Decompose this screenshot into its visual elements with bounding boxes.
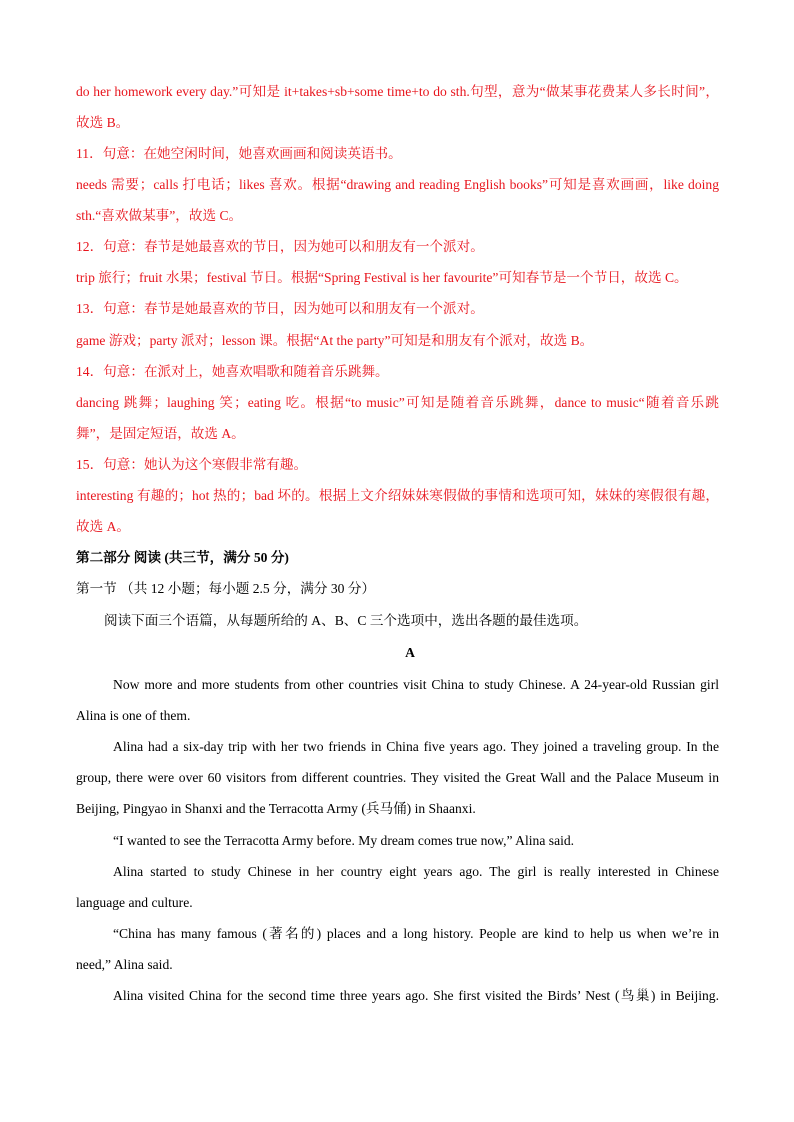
passage-line: group, there were over 60 visitors from different countries. They visited the Great Wall and the Palace Museum in (76, 770, 719, 785)
instruction-text: 阅读下面三个语篇，从每题所给的 A、B、C 三个选项中，选出各题的最佳选项。 (104, 613, 588, 628)
explanation-line: do her homework every day.”可知是 it+takes+sb+some time+to do sth.句型，意为“做某事花费某人多长时间”， (76, 84, 719, 99)
explanation-line: needs 需要；calls 打电话；likes 喜欢。根据“drawing and reading English books”可知是喜欢画画，like doing (76, 177, 719, 192)
passage-label: A (405, 645, 415, 660)
part-title: 第二部分 阅读 (共三节，满分 50 分) (76, 550, 289, 565)
passage-line: Beijing, Pingyao in Shanxi and the Terracotta Army (兵马俑) in Shaanxi. (76, 801, 476, 816)
passage-line: Alina is one of them. (76, 708, 191, 723)
explanation-line: 11．句意：在她空闲时间，她喜欢画画和阅读英语书。 (76, 146, 402, 161)
explanation-line: 15．句意：她认为这个寒假非常有趣。 (76, 457, 308, 472)
explanation-line: sth.“喜欢做某事”，故选 C。 (76, 208, 243, 223)
passage-line: need,” Alina said. (76, 957, 173, 972)
passage-line: Now more and more students from other countries visit China to study Chinese. A 24-year-old Russian girl (113, 677, 719, 692)
explanation-line: 12．句意：春节是她最喜欢的节日，因为她可以和朋友有一个派对。 (76, 239, 484, 254)
explanation-line: 13．句意：春节是她最喜欢的节日，因为她可以和朋友有一个派对。 (76, 301, 484, 316)
explanation-line: dancing 跳舞；laughing 笑；eating 吃。根据“to music”可知是随着音乐跳舞，dance to music“随着音乐跳 (76, 395, 719, 410)
explanation-line: 14．句意：在派对上，她喜欢唱歌和随着音乐跳舞。 (76, 364, 389, 379)
subsection-title: 第一节 （共 12 小题；每小题 2.5 分，满分 30 分） (76, 581, 376, 596)
explanation-line: trip 旅行；fruit 水果；festival 节日。根据“Spring Festival is her favourite”可知春节是一个节日，故选 C。 (76, 270, 688, 285)
explanation-line: interesting 有趣的；hot 热的；bad 坏的。根据上文介绍妹妹寒假做的事情和选项可知，妹妹的寒假很有趣， (76, 488, 719, 503)
passage-line: Alina visited China for the second time three years ago. She first visited the Birds’ Nest (鸟巢) in Beijing. (113, 988, 719, 1003)
passage-line: language and culture. (76, 895, 193, 910)
explanation-line: 故选 B。 (76, 115, 130, 130)
explanation-line: game 游戏；party 派对；lesson 课。根据“At the party”可知是和朋友有个派对，故选 B。 (76, 333, 594, 348)
explanation-line: 舞”，是固定短语，故选 A。 (76, 426, 245, 441)
passage-line: “China has many famous (著名的) places and a long history. People are kind to help us when we’re in (113, 926, 719, 941)
passage-line: Alina started to study Chinese in her country eight years ago. The girl is really interested in Chinese (113, 864, 719, 879)
passage-line: Alina had a six-day trip with her two friends in China five years ago. They joined a traveling group. In the (113, 739, 719, 754)
passage-line: “I wanted to see the Terracotta Army before. My dream comes true now,” Alina said. (113, 833, 575, 848)
explanation-line: 故选 A。 (76, 519, 130, 534)
